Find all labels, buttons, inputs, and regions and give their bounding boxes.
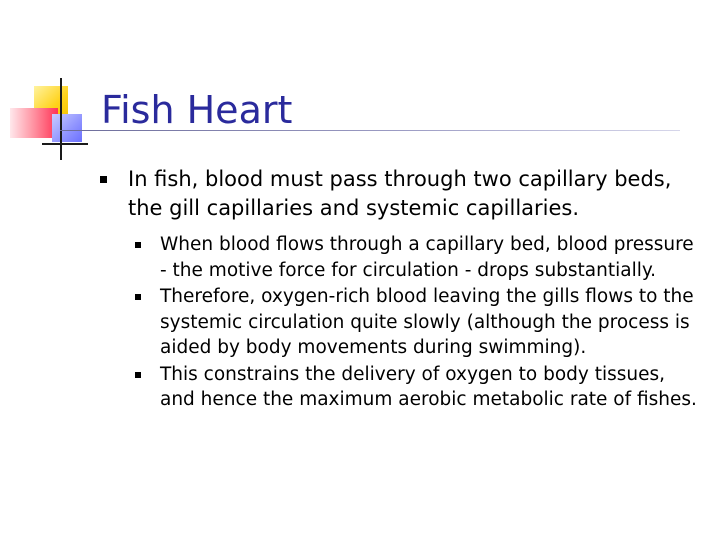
slide-title: Fish Heart [101, 88, 293, 132]
decorative-red-square [10, 108, 58, 138]
slide-content [100, 165, 710, 414]
bullet-item [100, 165, 710, 223]
bullet-text: In fish, blood must pass through two capillary beds, the gill capillaries and systemic capillaries. [128, 167, 672, 220]
square-bullet-icon [100, 176, 107, 183]
sub-bullet-text: This constrains the delivery of oxygen to body tissues, and hence the maximum aerobic metabolic rate of fishes. [160, 363, 697, 410]
decorative-horizontal-line [42, 143, 88, 145]
sub-bullet-list [100, 232, 710, 413]
sub-bullet-text: When blood flows through a capillary bed, blood pressure - the motive force for circulation - drops substantially. [160, 234, 694, 281]
square-bullet-icon [135, 242, 141, 248]
decorative-vertical-line [60, 78, 62, 160]
square-bullet-icon [135, 294, 141, 300]
sub-bullet-item [160, 284, 705, 361]
sub-bullet-text: Therefore, oxygen-rich blood leaving the gills flows to the systemic circulation quite slowly (although the process is aided by body movements during swimming). [160, 286, 694, 358]
decorative-blue-square [52, 114, 82, 142]
sub-bullet-item [160, 232, 705, 283]
sub-bullet-item [160, 362, 705, 413]
square-bullet-icon [135, 372, 141, 378]
